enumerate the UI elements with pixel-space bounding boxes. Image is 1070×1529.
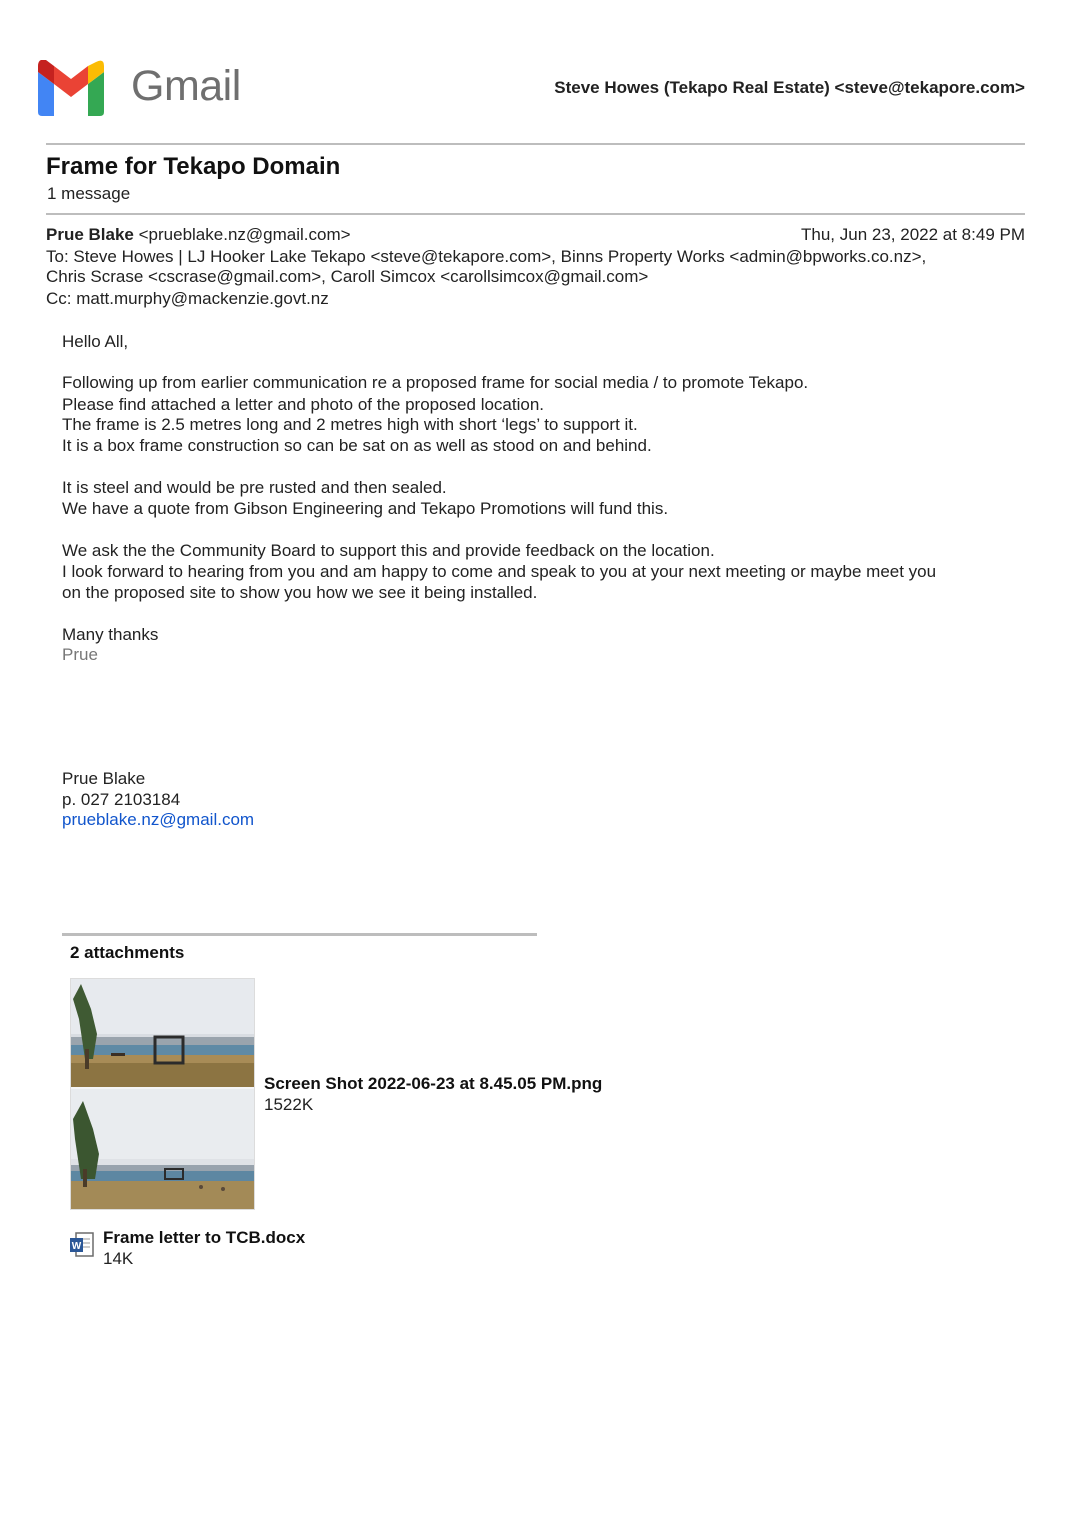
image-thumbnail[interactable] — [70, 978, 255, 1210]
attachment-name[interactable]: Screen Shot 2022-06-23 at 8.45.05 PM.png — [264, 1074, 603, 1093]
message-date: Thu, Jun 23, 2022 at 8:49 PM — [801, 225, 1025, 244]
body-paragraph-line: We have a quote from Gibson Engineering and Tekapo Promotions will fund this. — [62, 499, 669, 518]
body-paragraph-line: The frame is 2.5 metres long and 2 metres high with short ‘legs’ to support it. — [62, 415, 638, 434]
sender-email: <prueblake.nz@gmail.com> — [138, 225, 351, 244]
message-count: 1 message — [47, 184, 131, 203]
attachment-size: 14K — [103, 1249, 134, 1268]
header-divider — [46, 143, 1025, 145]
body-paragraph-line: We ask the the Community Board to support this and provide feedback on the location. — [62, 541, 715, 560]
gmail-logo-icon — [38, 60, 104, 116]
body-paragraph-line: It is steel and would be pre rusted and then sealed. — [62, 478, 447, 497]
attachments-title: 2 attachments — [70, 943, 185, 962]
body-closing: Many thanks — [62, 625, 159, 644]
signature-phone: p. 027 2103184 — [62, 790, 181, 809]
signature-email-link[interactable]: prueblake.nz@gmail.com — [62, 810, 255, 829]
sender-line — [46, 225, 351, 245]
body-closing-name: Prue — [62, 645, 98, 664]
body-paragraph-line: on the proposed site to show you how we see it being installed. — [62, 583, 538, 602]
svg-text:W: W — [71, 1241, 82, 1252]
body-paragraph-line: I look forward to hearing from you and am happy to come and speak to you at your next meeting or maybe meet you — [62, 562, 937, 581]
body-paragraph-line: It is a box frame construction so can be sat on as well as stood on and behind. — [62, 436, 652, 455]
body-greeting: Hello All, — [62, 332, 129, 351]
body-paragraph-line: Please find attached a letter and photo of the proposed location. — [62, 395, 545, 414]
attachment-name[interactable]: Frame letter to TCB.docx — [103, 1228, 306, 1247]
recipients-to-line2: Chris Scrase <cscrase@gmail.com>, Caroll Simcox <carollsimcox@gmail.com> — [46, 267, 649, 286]
recipients-to-line1: To: Steve Howes | LJ Hooker Lake Tekapo <steve@tekapore.com>, Binns Property Works <admin@bpworks.co.nz>, — [46, 247, 927, 266]
word-doc-icon[interactable] — [70, 1232, 94, 1258]
thread-subject: Frame for Tekapo Domain — [46, 153, 341, 180]
attachment-size: 1522K — [264, 1095, 314, 1114]
body-paragraph-line: Following up from earlier communication re a proposed frame for social media / to promote Tekapo. — [62, 373, 809, 392]
recipients-cc: Cc: matt.murphy@mackenzie.govt.nz — [46, 289, 329, 308]
gmail-wordmark: Gmail — [131, 62, 241, 110]
subject-divider — [46, 213, 1025, 215]
attachments-divider — [62, 933, 537, 936]
signature-name: Prue Blake — [62, 769, 146, 788]
sender-name: Prue Blake — [46, 225, 134, 244]
account-label: Steve Howes (Tekapo Real Estate) <steve@tekapore.com> — [554, 78, 1025, 97]
